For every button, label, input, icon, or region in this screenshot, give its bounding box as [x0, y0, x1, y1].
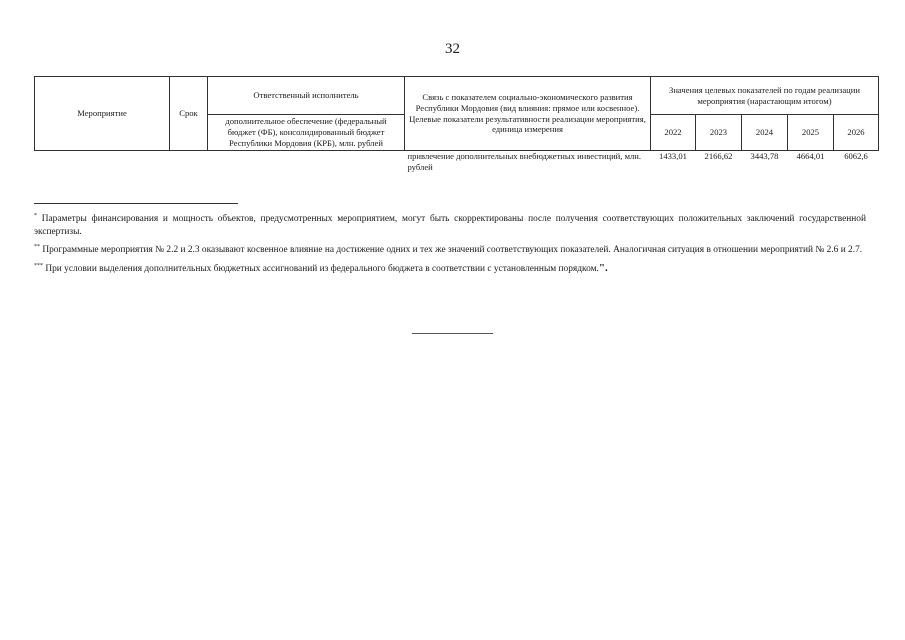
page-number: 32	[445, 41, 460, 57]
footnote-text: Программные мероприятия № 2.2 и 2.3 оказывают косвенное влияние на достижение одних и тех же значений соответствующих показателей. Аналогичная ситуация в отношении мероприятий № 2.6 и 2.7.	[42, 244, 863, 255]
header-year-2024: 2024	[742, 115, 788, 151]
header-executor: Ответственный исполнитель	[208, 77, 405, 115]
cell-value-2024: 3443,78	[750, 151, 779, 161]
table-row	[35, 151, 879, 173]
footnotes	[34, 213, 866, 281]
footnote-mark: **	[34, 243, 40, 250]
header-year-2023: 2023	[696, 115, 742, 151]
end-separator	[412, 333, 493, 334]
header-year-2025: 2025	[788, 115, 834, 151]
header-executor-funding: дополнительное обеспечение (федеральный бюджет (ФБ), консолидированный бюджет Республики Мордовия (КРБ), млн. рублей	[208, 115, 405, 151]
cell-value-2023: 2166,62	[704, 151, 733, 161]
closing-quote: ".	[598, 262, 608, 275]
footnote-mark: ***	[34, 262, 43, 269]
header-year-2026: 2026	[834, 115, 879, 151]
cell-value-2026: 6062,6	[844, 151, 868, 161]
footnote-text: При условии выделения дополнительных бюджетных ассигнований из федерального бюджета в соответствии с установленным порядком.	[45, 264, 599, 275]
footnote-1	[34, 213, 866, 240]
cell-value-2025: 4664,01	[796, 151, 825, 161]
footnote-text: Параметры финансирования и мощность объектов, предусмотренных мероприятием, могут быть скорректированы после получения соответствующих положительных заключений государственной экспертизы.	[34, 214, 866, 238]
header-term: Срок	[170, 77, 208, 151]
cell-indicator: привлечение дополнительных внебюджетных инвестиций, млн. рублей	[407, 151, 642, 172]
header-target-values: Значения целевых показателей по годам реализации мероприятия (нарастающим итогом)	[651, 77, 879, 115]
header-indicator-link: Связь с показателем социально-экономического развития Республики Мордовия (вид влияния: прямое или косвенное). Целевые показатели результативности реализации мероприятия, единица измерения	[405, 77, 651, 151]
cell-event	[35, 151, 170, 173]
footnote-2	[34, 244, 866, 257]
footnote-mark: *	[34, 212, 37, 219]
footnote-separator	[34, 203, 238, 204]
header-year-2022: 2022	[651, 115, 696, 151]
header-event: Мероприятие	[35, 77, 170, 151]
footnote-3	[34, 261, 866, 277]
cell-value-2022: 1433,01	[659, 151, 687, 161]
cell-term	[170, 151, 208, 173]
cell-executor	[208, 151, 405, 173]
targets-table	[34, 76, 879, 172]
